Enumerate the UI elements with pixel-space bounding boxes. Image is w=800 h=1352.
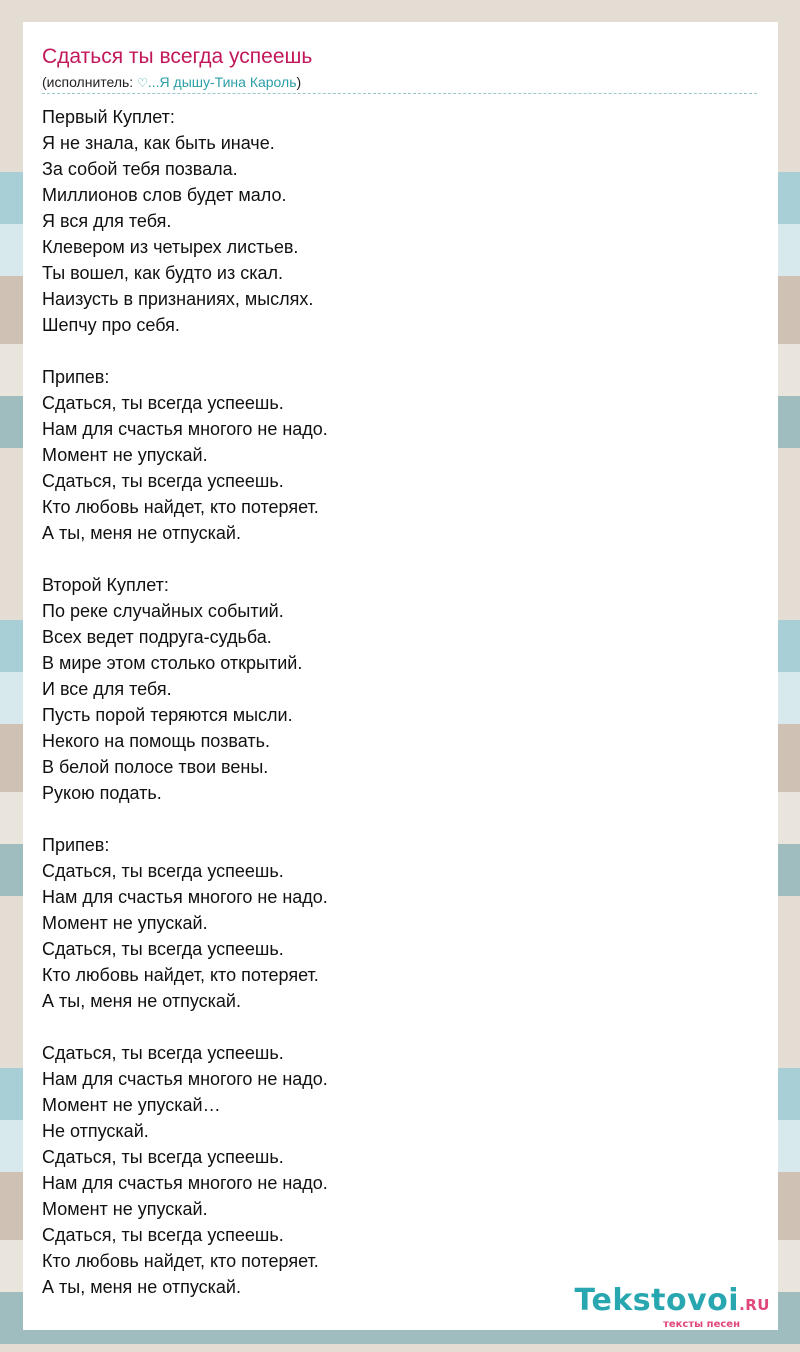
lyric-line: Шепчу про себя. bbox=[42, 315, 180, 335]
site-logo[interactable] bbox=[574, 1283, 770, 1330]
lyric-line: А ты, меня не отпускай. bbox=[42, 991, 241, 1011]
lyric-line: Момент не упускай. bbox=[42, 1199, 208, 1219]
lyric-line: Сдаться, ты всегда успеешь. bbox=[42, 471, 284, 491]
lyric-line: Кто любовь найдет, кто потеряет. bbox=[42, 965, 319, 985]
lyric-line: Сдаться, ты всегда успеешь. bbox=[42, 939, 284, 959]
logo-tld: .RU bbox=[739, 1296, 770, 1314]
lyric-line: Сдаться, ты всегда успеешь. bbox=[42, 1225, 284, 1245]
lyric-line bbox=[42, 806, 742, 832]
lyric-line: Первый Куплет: bbox=[42, 107, 175, 127]
lyric-line bbox=[42, 546, 742, 572]
performer-suffix: ) bbox=[296, 74, 302, 90]
lyric-line: Припев: bbox=[42, 835, 110, 855]
lyric-line: Сдаться, ты всегда успеешь. bbox=[42, 393, 284, 413]
lyric-line: Пусть порой теряются мысли. bbox=[42, 705, 293, 725]
lyric-line: А ты, меня не отпускай. bbox=[42, 523, 241, 543]
heart-icon: ♡ bbox=[137, 76, 148, 90]
lyric-line: А ты, меня не отпускай. bbox=[42, 1277, 241, 1297]
lyric-line: Нам для счастья многого не надо. bbox=[42, 887, 328, 907]
lyric-line: В белой полосе твои вены. bbox=[42, 757, 269, 777]
performer-line bbox=[42, 73, 301, 92]
lyric-line: По реке случайных событий. bbox=[42, 601, 284, 621]
logo-name: Tekstovoi bbox=[574, 1283, 740, 1318]
lyric-line: Наизусть в признаниях, мыслях. bbox=[42, 289, 314, 309]
lyric-line: Нам для счастья многого не надо. bbox=[42, 1069, 328, 1089]
lyric-line bbox=[42, 1014, 742, 1040]
performer-link[interactable] bbox=[137, 74, 296, 90]
lyric-line: За собой тебя позвала. bbox=[42, 159, 238, 179]
lyric-line: Я вся для тебя. bbox=[42, 211, 172, 231]
lyric-line: Нам для счастья многого не надо. bbox=[42, 1173, 328, 1193]
lyric-line: Момент не упускай. bbox=[42, 445, 208, 465]
lyric-line: Миллионов слов будет мало. bbox=[42, 185, 287, 205]
lyric-line: Всех ведет подруга-судьба. bbox=[42, 627, 272, 647]
lyric-line: Ты вошел, как будто из скал. bbox=[42, 263, 283, 283]
lyric-line: Сдаться, ты всегда успеешь. bbox=[42, 1147, 284, 1167]
performer-name: ...Я дышу-Тина Кароль bbox=[147, 74, 297, 90]
lyric-line: Не отпускай. bbox=[42, 1121, 149, 1141]
lyric-line: Рукою подать. bbox=[42, 783, 162, 803]
performer-prefix: (исполнитель: bbox=[42, 74, 138, 90]
lyric-line: Клевером из четырех листьев. bbox=[42, 237, 299, 257]
lyric-line: Кто любовь найдет, кто потеряет. bbox=[42, 1251, 319, 1271]
lyric-line: Кто любовь найдет, кто потеряет. bbox=[42, 497, 319, 517]
lyric-line: Припев: bbox=[42, 367, 110, 387]
logo-tagline: тексты песен bbox=[663, 1319, 740, 1330]
lyric-line: В мире этом столько открытий. bbox=[42, 653, 303, 673]
lyric-line: И все для тебя. bbox=[42, 679, 172, 699]
lyric-line: Момент не упускай. bbox=[42, 913, 208, 933]
lyric-line: Некого на помощь позвать. bbox=[42, 731, 270, 751]
lyric-line: Сдаться, ты всегда успеешь. bbox=[42, 1043, 284, 1063]
lyric-line: Момент не упускай… bbox=[42, 1095, 221, 1115]
lyrics-text bbox=[42, 104, 742, 1300]
lyric-line: Я не знала, как быть иначе. bbox=[42, 133, 275, 153]
title-divider bbox=[42, 93, 757, 94]
lyric-line: Второй Куплет: bbox=[42, 575, 169, 595]
lyric-line: Сдаться, ты всегда успеешь. bbox=[42, 861, 284, 881]
lyrics-card bbox=[23, 22, 778, 1330]
lyric-line bbox=[42, 338, 742, 364]
lyric-line: Нам для счастья многого не надо. bbox=[42, 419, 328, 439]
song-title: Сдаться ты всегда успеешь bbox=[42, 45, 313, 68]
